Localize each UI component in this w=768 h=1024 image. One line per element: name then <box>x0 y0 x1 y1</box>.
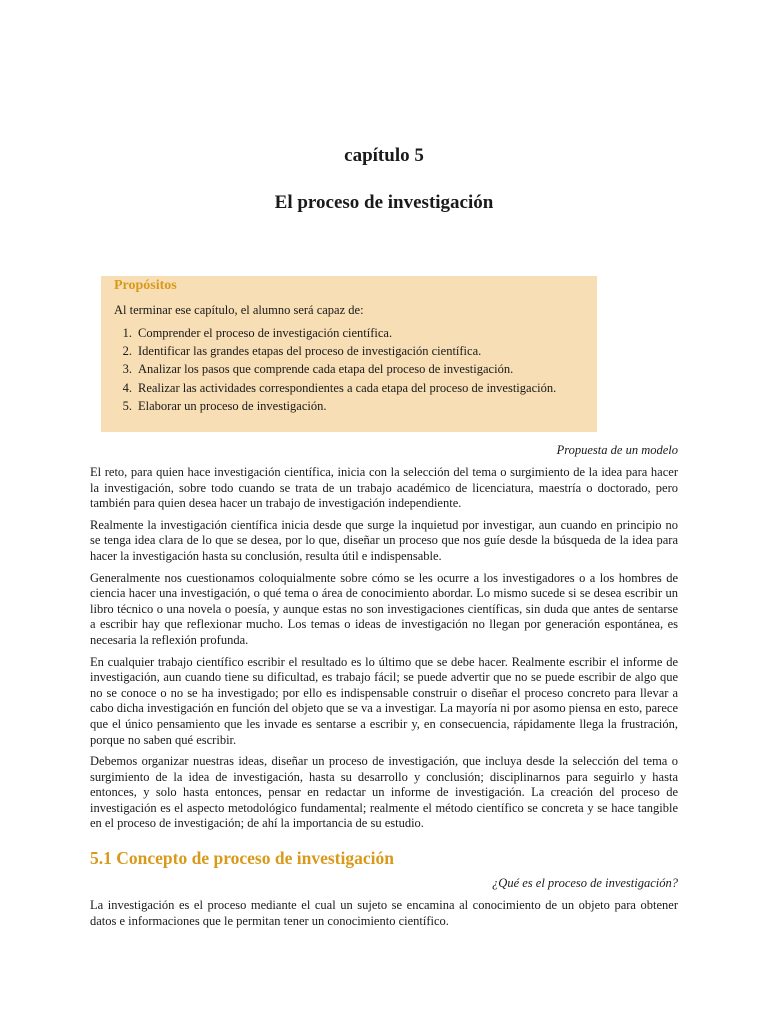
paragraph: Realmente la investigación científica inicia desde que surge la inquietud por investigar, aun cuando en principio no se tenga idea clara de lo que se desea, por lo que, diseñar un proceso que nos guíe desde la búsqueda de la idea para hacer la investigación hasta su conclusión, resulta útil e indispensable. <box>90 517 678 563</box>
purpose-item-text: Elaborar un proceso de investigación. <box>138 398 327 413</box>
epigraph-model: Propuesta de un modelo <box>556 443 678 457</box>
purpose-item-number: 4. <box>122 380 132 395</box>
purpose-item <box>114 360 556 378</box>
purpose-item-number: 5. <box>122 398 132 413</box>
paragraph: La investigación es el proceso mediante el cual un sujeto se encamina al conocimiento de un objeto para obtener datos e informaciones que le permitan tener un conocimiento científico. <box>90 898 678 928</box>
purpose-item-number: 2. <box>122 344 132 359</box>
section-epigraph: ¿Qué es el proceso de investigación? <box>492 876 678 890</box>
chapter-label: capítulo 5 <box>344 145 424 166</box>
paragraph: En cualquier trabajo científico escribir el resultado es lo último que se debe hacer. Realmente escribir el informe de investigación, aun cuando tiene su dificultad, es trabajo fácil; se puede advertir que no se puede escribir de algo que no se conoce o no se ha investigado; por ello es indispensable construir o diseñar el proceso concreto para llevar a cabo dicha investigación en función del objeto que se va a investigar. La mayoría ni por asomo piensa en esto, parece que el único pensamiento que les invade es sentarse a escribir y, en consecuencia, rápidamente llega la frustración, porque no saben qué escribir. <box>90 654 678 747</box>
purpose-item-number: 1. <box>122 326 132 340</box>
purpose-item <box>114 342 556 360</box>
purpose-item-text: Realizar las actividades correspondientes a cada etapa del proceso de investigación. <box>138 380 557 395</box>
paragraph: El reto, para quien hace investigación científica, inicia con la selección del tema o surgimiento de la idea para hacer la investigación, sobre todo cuando se trata de un trabajo académico de licenciatura, maestría o doctorado, pero también para quien desea hacer un trabajo de investigación independiente. <box>90 465 678 511</box>
purpose-item <box>114 324 556 342</box>
purposes-intro: Al terminar ese capítulo, el alumno será capaz de: <box>114 303 364 317</box>
purpose-item-text: Comprender el proceso de investigación científica. <box>138 326 393 340</box>
purposes-box <box>101 276 597 432</box>
purpose-item <box>114 397 556 415</box>
purpose-item-number: 3. <box>122 362 132 377</box>
paragraph: Debemos organizar nuestras ideas, diseñar un proceso de investigación, que incluya desde la selección del tema o surgimiento de la idea de investigación, hasta su desarrollo y conclusión; disciplinarnos para seguirlo y hasta entonces, y solo hasta entonces, pensar en redactar un informe de investigación. La creación del proceso de investigación es el aspecto metodológico fundamental; realmente el método científico se concreta y se hace tangible en el proceso de investigación; de ahí la importancia de su estudio. <box>90 754 678 831</box>
paragraph: Generalmente nos cuestionamos coloquialmente sobre cómo se les ocurre a los investigadores o a los hombres de ciencia hacer una investigación, o qué tema o área de conocimiento abordar. Lo mismo sucede si se desea escribir un libro técnico o una novela o poesía, y aunque estas no son investigaciones científicas, sin duda que antes de sentarse a escribir hay que reflexionar mucho. Los temas o ideas de investigación no llegan por generación espontánea, es necesaria la reflexión profunda. <box>90 570 678 647</box>
chapter-title: El proceso de investigación <box>274 192 494 213</box>
purpose-item-text: Analizar los pasos que comprende cada etapa del proceso de investigación. <box>138 362 514 377</box>
purposes-list <box>114 324 556 415</box>
purpose-item-text: Identificar las grandes etapas del proceso de investigación científica. <box>138 344 482 359</box>
section-heading: 5.1 Concepto de proceso de investigación <box>90 848 394 868</box>
intro-body <box>90 465 678 838</box>
purposes-heading: Propósitos <box>114 278 177 293</box>
purpose-item <box>114 379 556 397</box>
section-body <box>90 898 678 935</box>
